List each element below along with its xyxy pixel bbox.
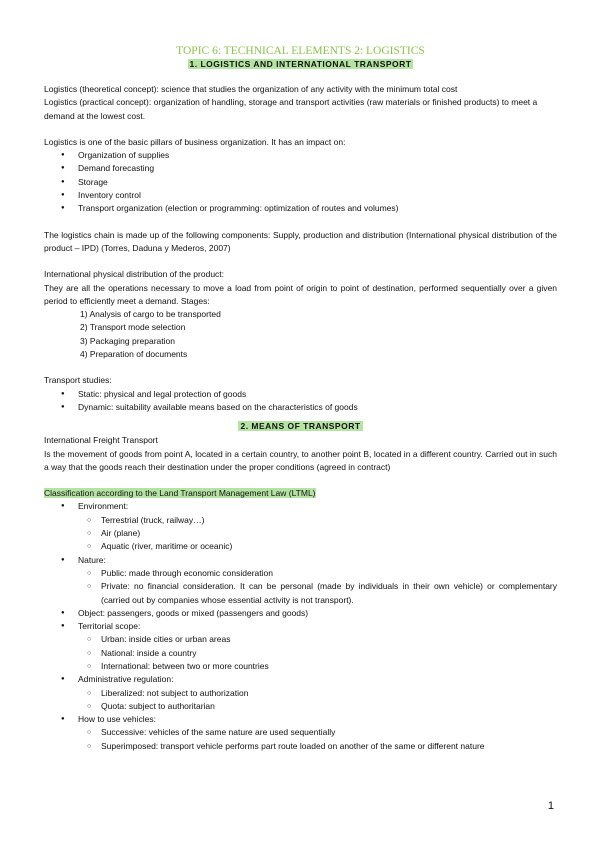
list-item [78,620,557,673]
list-item: ○ Private: no financial consideration. It can be personal (made by individuals in their own vehicle) or complementary (carried out by companies whose essential activity is not transport). [101,580,557,607]
list-item: ● Storage [78,176,557,189]
list-item: ○ Air (plane) [101,527,557,540]
classification-title [44,487,557,500]
section-heading-2-text: 2. MEANS OF TRANSPORT [240,421,361,432]
list-item: ● Dynamic: suitability available means based on the characteristics of goods [78,401,557,414]
list-item [78,713,557,753]
stages-list [44,308,557,361]
list-item: 3) Packaging preparation [80,335,175,346]
list-item: ○ National: inside a country [101,647,557,660]
list-item: ○ Terrestrial (truck, railway…) [101,514,557,527]
list-item: ● Object: passengers, goods or mixed (passengers and goods) [78,607,557,620]
ipd-text: They are all the operations necessary to move a load from point of origin to point of destination, performed sequentially over a given period to efficiently meet a demand. Stages: [44,282,557,306]
page-number: 1 [547,800,554,812]
list-item: 1) Analysis of cargo to be transported [80,309,221,320]
list-item: 4) Preparation of documents [80,349,188,360]
list-item: ● Organization of supplies [78,149,557,162]
freight-title: International Freight Transport [44,435,158,446]
list-item: ○ International: between two or more countries [101,660,557,673]
pillars-list [44,149,557,215]
nature-label: Nature: [78,554,106,565]
howto-label: How to use vehicles: [78,714,156,725]
environment-label: Environment: [78,501,129,512]
list-item [78,500,557,553]
list-item: ● Demand forecasting [78,162,557,175]
logistics-chain: The logistics chain is made up of the following components: Supply, production and distribution (International physical distribution of the product – IPD) (Torres, Daduna y Mederos, 2007) [44,229,557,253]
logistics-theoretical: Logistics (theoretical concept): science that studies the organization of any activity with the minimum total cost [44,84,458,94]
section-heading-1-text: 1. LOGISTICS AND INTERNATIONAL TRANSPORT [189,59,412,69]
admin-label: Administrative regulation: [78,674,174,685]
territorial-label: Territorial scope: [78,621,141,632]
studies-list [44,388,557,415]
freight-text: Is the movement of goods from point A, located in a certain country, to another point B, located in a different country. Carried out in such a way that the goods reach their destination under the proper conditions (agreed in contract) [44,448,557,472]
document-page [44,44,557,753]
classification-list [44,500,557,753]
section-heading-1 [44,58,557,70]
list-item: ● Transport organization (election or programming: optimization of routes and volumes) [78,202,557,215]
list-item: ○ Urban: inside cities or urban areas [101,633,557,646]
list-item: ● Inventory control [78,189,557,202]
page-title: TOPIC 6: TECHNICAL ELEMENTS 2: LOGISTICS [176,45,425,57]
section-heading-2 [44,420,557,432]
classification-title-text: Classification according to the Land Transport Management Law (LTML) [44,488,316,499]
list-item: ○ Superimposed: transport vehicle performs part route loaded on another of the same or different nature [101,740,557,753]
list-item [78,554,557,607]
ipd-title: International physical distribution of the product: [44,269,225,280]
list-item: 2) Transport mode selection [80,322,186,333]
logistics-practical: Logistics (practical concept): organization of handling, storage and transport activities (raw materials or finished products) to meet a demand at the lowest cost. [44,97,538,121]
list-item [78,673,557,713]
studies-title: Transport studies: [44,375,112,386]
list-item: ○ Public: made through economic consideration [101,567,557,580]
pillars-intro: Logistics is one of the basic pillars of business organization. It has an impact on: [44,136,346,147]
list-item: ○ Liberalized: not subject to authorization [101,687,557,700]
list-item: ● Static: physical and legal protection of goods [78,388,557,401]
list-item: ○ Quota: subject to authoritarian [101,700,557,713]
list-item: ○ Aquatic (river, maritime or oceanic) [101,540,557,553]
list-item: ○ Successive: vehicles of the same nature are used sequentially [101,726,557,739]
